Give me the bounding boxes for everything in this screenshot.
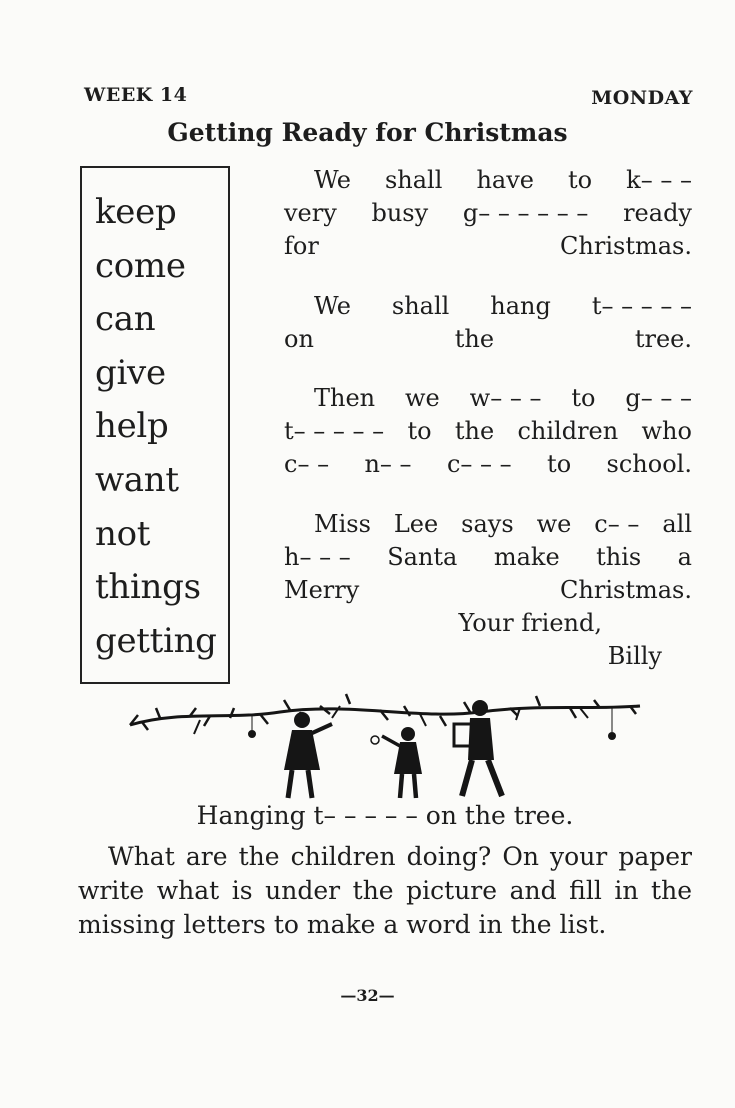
letter-paragraph-3 — [284, 382, 692, 481]
letter-line: Then we w– – – to g– – – — [314, 384, 692, 412]
word-list-item: can — [95, 299, 156, 340]
word-list-item: keep — [95, 192, 177, 232]
letter-line: We shall have to k– – – — [314, 166, 692, 194]
letter-line: Merry Christmas. — [284, 576, 692, 604]
letter-line: We shall hang t– – – – – — [314, 292, 692, 320]
word-list-item: help — [95, 406, 169, 447]
christmas-silhouette-illustration — [120, 690, 650, 805]
letter-signature: Billy — [607, 642, 662, 670]
letter-line: Miss Lee says we c– – all — [314, 510, 692, 538]
day-label: MONDAY — [591, 87, 693, 109]
letter-line: t– – – – – to the children who — [284, 417, 692, 445]
instructions-text: What are the children doing? On your paper write what is under the picture and fill in the missing letters to make a word in the list. — [78, 842, 692, 939]
page-title: Getting Ready for Christmas — [167, 118, 568, 147]
letter-line: for Christmas. — [284, 232, 692, 260]
word-list-item: getting — [95, 620, 217, 661]
week-label: WEEK 14 — [84, 84, 188, 106]
word-list-item: things — [95, 567, 201, 608]
letter-line: on the tree. — [284, 325, 692, 353]
page-number: —32— — [340, 986, 395, 1005]
instructions-paragraph — [78, 840, 692, 942]
word-list-item: want — [95, 459, 179, 500]
letter-paragraph-1 — [284, 164, 692, 263]
letter-paragraph-4 — [284, 508, 692, 673]
letter-line: c– – n– – c– – – to school. — [284, 450, 692, 478]
letter-closing: Your friend, — [458, 609, 602, 637]
word-list-box — [80, 166, 230, 684]
picture-caption: Hanging t– – – – – on the tree. — [196, 801, 574, 830]
word-list-item: come — [95, 245, 186, 286]
word-list-item: give — [95, 352, 166, 393]
letter-paragraph-2 — [284, 290, 692, 356]
letter-line: very busy g– – – – – – ready — [284, 199, 692, 227]
letter-line: h– – – Santa make this a — [284, 543, 692, 571]
word-list-item: not — [95, 513, 151, 554]
